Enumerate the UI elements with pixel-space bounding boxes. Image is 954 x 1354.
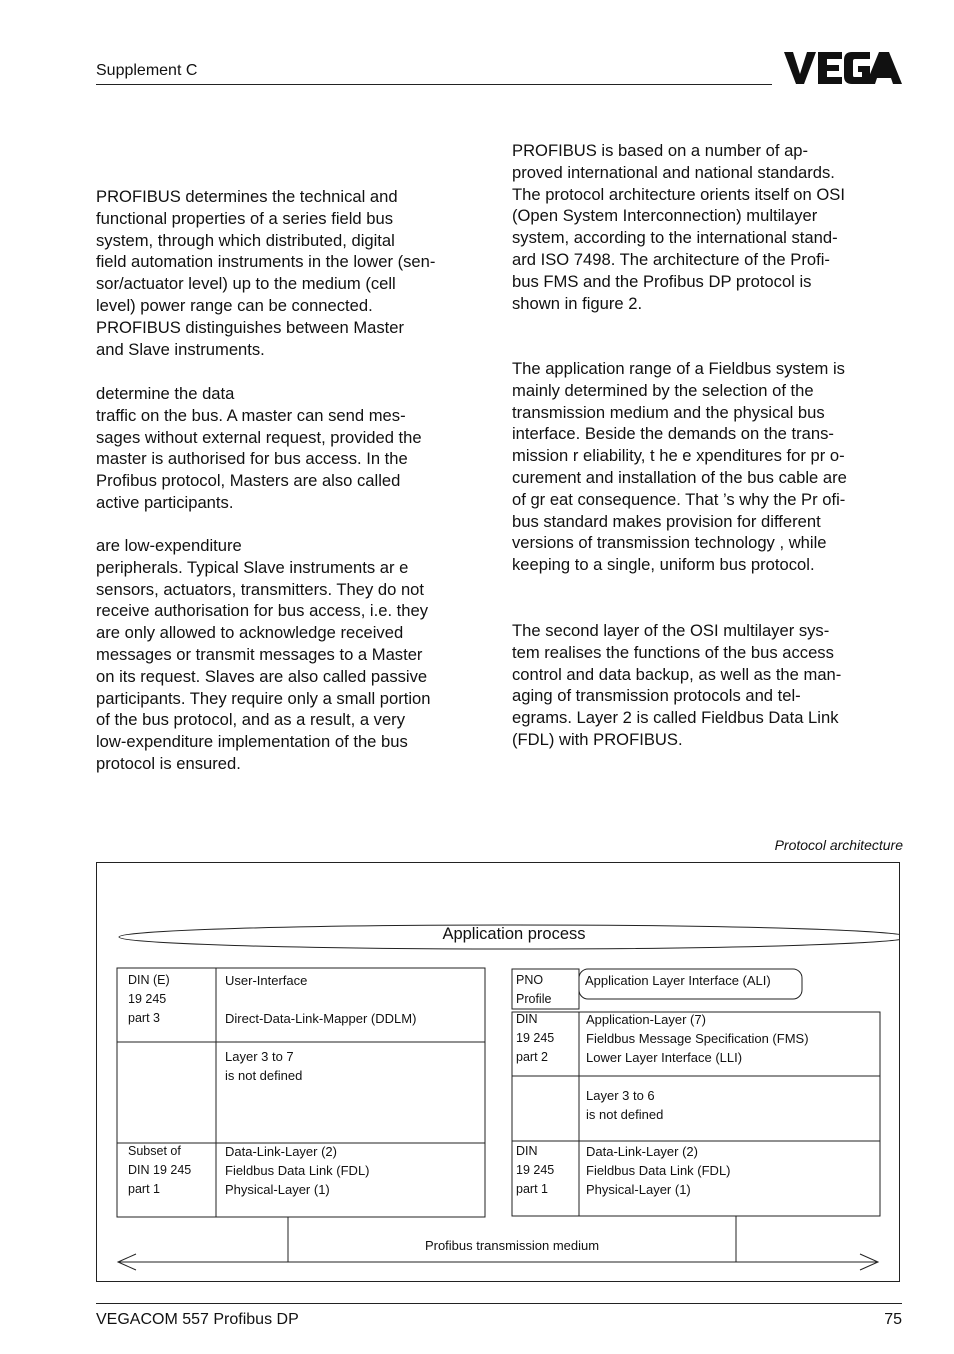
right-paragraph-3: The second layer of the OSI multilayer sys- tem realises the functions of the bus access control and data backup, as well as the man- aging of transmission protocols and tel- egrams. Layer 2 is called Fieldbus Data Link (FDL) with PROFIBUS. <box>512 621 842 749</box>
dp-top-content: User-Interface Direct-Data-Link-Mapper (DDLM) <box>225 973 417 1026</box>
page-number: 75 <box>884 1311 902 1328</box>
ali-label: Application Layer Interface (ALI) <box>585 973 771 988</box>
header-rule <box>96 84 772 85</box>
left-paragraph-1: PROFIBUS determines the technical and functional properties of a series field bus system, through which distributed, digital field automation instruments in the lower (sen- sor/actuator level) up to the medium (cell level) power range can be connected. PROFIBUS distinguishes between Master and Slave instruments. <box>96 187 436 359</box>
transmission-medium-label: Profibus transmission medium <box>424 1238 600 1253</box>
application-process-label: Application process <box>442 925 586 943</box>
footer-title: VEGACOM 557 Profibus DP <box>96 1311 299 1328</box>
right-paragraph-1: PROFIBUS is based on a number of ap- proved international and national standards. The protocol architecture orients itself on OSI (Open System Interconnection) multilayer system, according to the international stand- ard ISO 7498. The architecture of the Profi- bus FMS and the Profibus DP protocol is shown in figure 2. <box>512 141 845 313</box>
dp-top-label: DIN (E) 19 245 part 3 <box>128 973 170 1025</box>
left-paragraph-2: determine the data traffic on the bus. A master can send mes- sages without external request, provided the master is authorised for bus access. In the Profibus protocol, Masters are also called active participants. <box>96 384 422 512</box>
left-paragraph-3: are low-expenditure peripherals. Typical Slave instruments ar e sensors, actuators, transmitters. They do not receive authorisation for bus access, i.e. they are only allowed to acknowledge received messages or transmit messages to a Master on its request. Slaves are also called passive participants. They require only a small portion of the bus protocol, and as a result, a very low-expenditure implementation of the bus protocol is ensured. <box>96 536 431 773</box>
right-paragraph-2: The application range of a Fieldbus system is mainly determined by the selection of the transmission medium and the physical bus interface. Beside the demands on the trans- mission r eliability, t he e xpenditures for pr o- curement and installation of the bus cable are of gr eat consequence. That ’s why the Pr ofi- bus standard makes provision for different versions of transmission technology , while keeping to a single, uniform bus protocol. <box>512 359 847 575</box>
fms-top-content: Application-Layer (7) Fieldbus Message Specification (FMS) Lower Layer Interface (LLI) <box>586 1012 809 1065</box>
pno-profile-label: PNO Profile <box>516 973 552 1006</box>
dp-bottom-content: Data-Link-Layer (2) Fieldbus Data Link (FDL) Physical-Layer (1) <box>225 1144 370 1197</box>
section-header: Supplement C <box>96 62 198 79</box>
fms-bottom-content: Data-Link-Layer (2) Fieldbus Data Link (FDL) Physical-Layer (1) <box>586 1144 731 1197</box>
fms-bottom-label: DIN 19 245 part 1 <box>516 1144 555 1196</box>
footer-rule <box>96 1303 902 1304</box>
fms-middle-content: Layer 3 to 6 is not defined <box>586 1088 664 1122</box>
dp-middle-content: Layer 3 to 7 is not defined <box>225 1049 303 1083</box>
figure-caption: Protocol architecture <box>774 837 903 853</box>
dp-bottom-label: Subset of DIN 19 245 part 1 <box>128 1144 192 1196</box>
vega-logo <box>784 50 902 86</box>
fms-top-label: DIN 19 245 part 2 <box>516 1012 555 1064</box>
